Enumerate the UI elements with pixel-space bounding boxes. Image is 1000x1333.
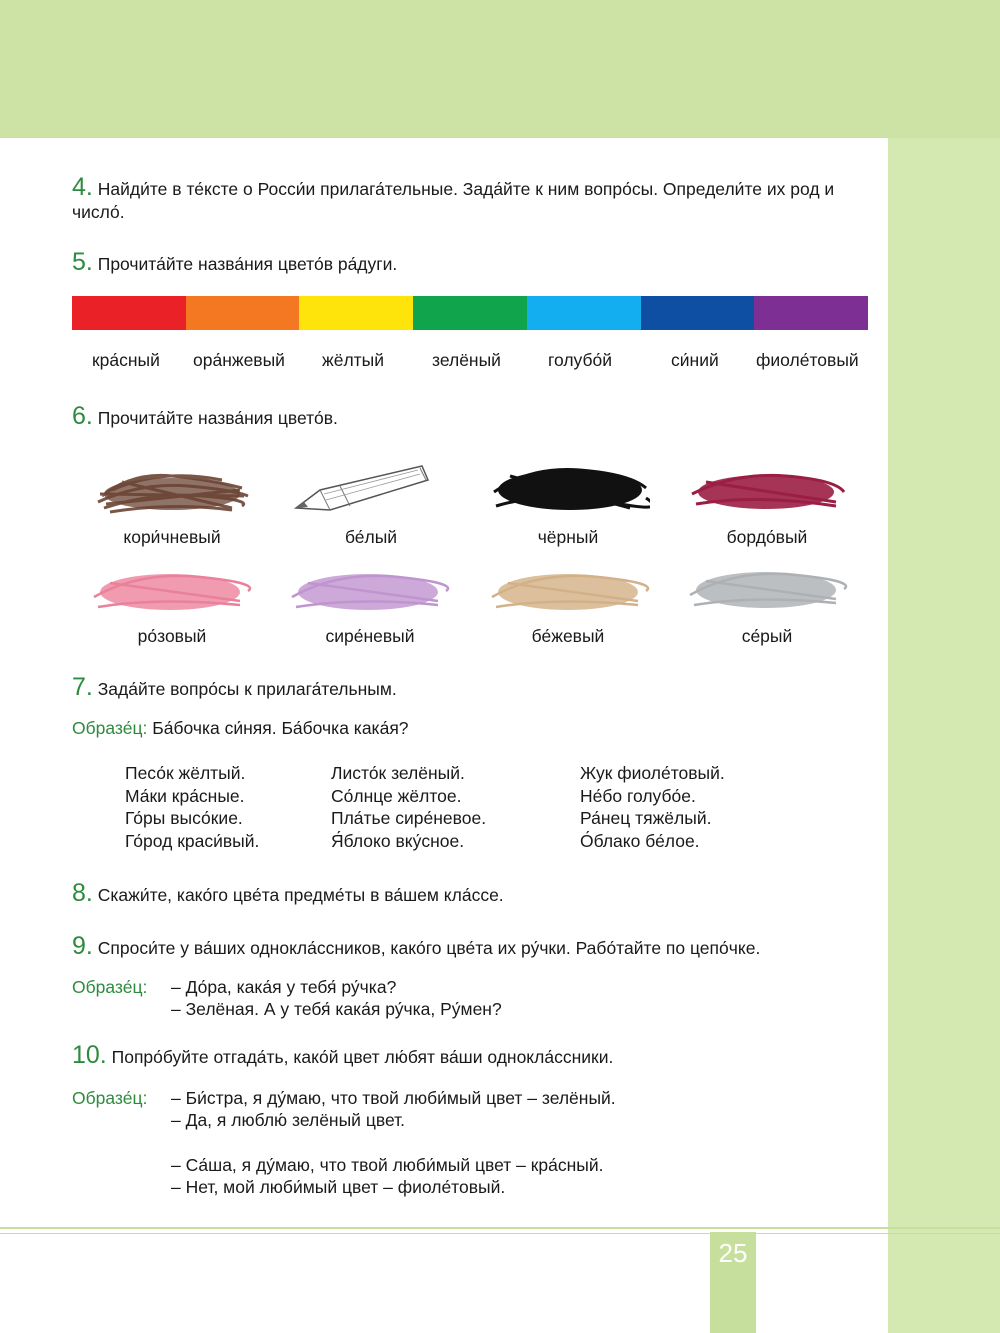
task-number: 4. [72,173,93,201]
task-number: 5. [72,248,93,276]
sentence: Со́лнце жёлтое. [331,785,462,806]
dialogue-line: – Са́ша, я ду́маю, что твой люби́мый цвет – кра́сный. [171,1155,604,1175]
task-text: Попро́буйте отгада́ть, како́й цвет лю́бят ва́ши однокла́ссники. [111,1047,614,1067]
sentence: Пла́тье сире́невое. [331,808,487,828]
task-number: 7. [72,673,93,701]
white-pencil-icon [290,460,430,518]
pink-scribble-swatch [90,565,252,619]
lilac-scribble-swatch [288,565,450,619]
dialogue-line: – Би́стра, я ду́маю, что твой люби́мый цвет – зелёный. [171,1088,616,1108]
task-10-dialogue-2 [171,1154,603,1198]
rainbow-label: фиоле́товый [756,350,859,370]
color-label: се́рый [741,626,793,646]
rainbow-lightblue-band [527,296,641,330]
sentence: О́блако бе́лое. [580,830,700,851]
sentence: Ма́ки кра́сные. [125,785,245,806]
footer-line-thin [0,1233,1000,1234]
task-8 [72,879,504,907]
task-text: Найди́те в те́ксте о Росси́и прилага́тельные. Зада́йте к ним вопро́сы. Определи́те их род и число́. [72,179,835,222]
task-text: Скажи́те, како́го цве́та предме́ты в ва́шем кла́ссе. [97,885,504,905]
dialogue-line: – До́ра, кака́я у тебя́ ру́чка? [171,977,397,997]
sample-label: Образе́ц: [72,977,148,997]
task-number: 6. [72,402,93,430]
page-number: 25 [718,1238,748,1268]
rainbow-violet-band [754,296,868,330]
dialogue-line: – Да, я люблю́ зелёный цвет. [171,1110,406,1130]
task-7 [72,673,397,701]
task-number: 8. [72,879,93,907]
rainbow-label: си́ний [671,350,719,370]
color-label: ро́зовый [137,626,207,646]
task-7-sample [72,717,409,739]
task-number: 10. [72,1041,107,1069]
sentence: Я́блоко вку́сное. [331,830,465,851]
rainbow-green-band [413,296,527,330]
rainbow-label: зелёный [432,350,501,370]
rainbow-red-band [72,296,186,330]
black-scribble-swatch [490,462,650,518]
color-label: сире́невый [325,626,415,646]
sentence: Го́род краси́вый. [125,830,260,851]
sentence: Листо́к зелёный. [331,763,465,783]
sentence: Ра́нец тяжёлый. [580,808,712,828]
rainbow-label: жёлтый [322,350,385,370]
color-label: бордо́вый [726,527,808,547]
task-4 [72,173,862,224]
brown-scribble-swatch [92,466,252,520]
rainbow-blue-band [641,296,755,330]
right-margin-band [888,138,1000,1333]
beige-scribble-swatch [488,565,650,619]
rainbow-label: кра́сный [92,350,160,370]
rainbow-strip [72,296,868,330]
task-text: Прочита́йте назва́ния цвето́в ра́дуги. [97,254,398,274]
color-label: бе́жевый [531,626,605,646]
task-6 [72,402,338,430]
gray-scribble-swatch [686,563,848,617]
sentence: Жук фиоле́товый. [580,763,725,783]
rainbow-orange-band [186,296,300,330]
task-text: Зада́йте вопро́сы к прилага́тельным. [97,679,397,699]
sentence: Не́бо голубо́е. [580,785,696,806]
task-7-column-1 [125,762,259,852]
rainbow-label: ора́нжевый [193,350,285,370]
sample-label: Образе́ц: [72,718,148,738]
rainbow-yellow-band [299,296,413,330]
sentence: Го́ры высо́кие. [125,808,243,828]
task-10-dialogue-1 [171,1087,616,1131]
color-label: кори́чневый [123,527,221,547]
task-text: Прочита́йте назва́ния цвето́в. [97,408,338,428]
task-9 [72,932,862,960]
task-text: Спроси́те у ва́ших однокла́ссников, како́го цве́та их ру́чки. Рабо́тайте по цепо́чке. [97,938,761,958]
task-7-column-2 [331,762,486,852]
footer-line [0,1227,1000,1229]
sample-label: Образе́ц: [72,1088,148,1108]
top-header-band [0,0,1000,138]
task-10 [72,1041,862,1069]
burgundy-scribble-swatch [686,464,848,518]
color-label: чёрный [537,527,599,547]
dialogue-line: – Зелёная. А у тебя́ кака́я ру́чка, Ру́мен? [171,999,502,1019]
color-label: бе́лый [344,527,398,547]
task-5 [72,248,398,276]
sample-text: Ба́бочка си́няя. Ба́бочка кака́я? [152,718,409,738]
dialogue-line: – Нет, мой люби́мый цвет – фиоле́товый. [171,1177,506,1197]
rainbow-label: голубо́й [548,350,613,370]
task-7-column-3 [580,762,725,852]
task-number: 9. [72,932,93,960]
sentence: Песо́к жёлтый. [125,763,246,783]
task-9-dialogue [171,976,502,1020]
